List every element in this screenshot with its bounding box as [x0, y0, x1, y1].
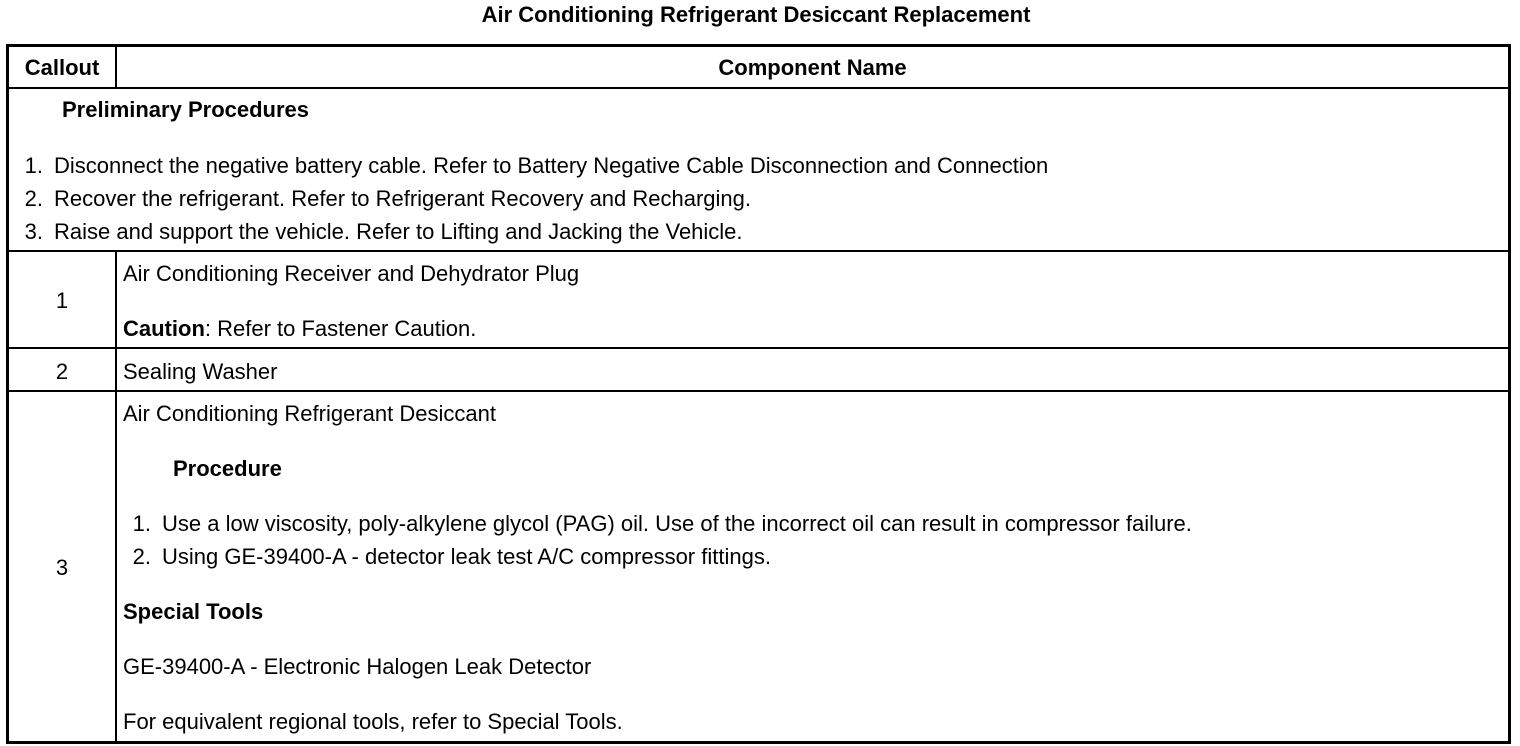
header-component-name: Component Name	[718, 55, 907, 80]
preliminary-step	[9, 153, 1048, 179]
header-divider	[9, 87, 1508, 89]
caution-note	[123, 316, 476, 342]
preliminary-step	[9, 186, 751, 212]
component-name-1: Air Conditioning Receiver and Dehydrator Plug	[123, 261, 580, 286]
step-number: 1.	[24, 153, 43, 178]
header-callout: Callout	[24, 55, 100, 80]
preliminary-step	[9, 219, 743, 245]
special-tools-heading: Special Tools	[123, 599, 264, 624]
preliminary-heading: Preliminary Procedures	[62, 97, 310, 122]
page-title: Air Conditioning Refrigerant Desiccant Replacement	[481, 2, 1031, 27]
procedure-step	[117, 544, 771, 570]
step-number: 1.	[132, 511, 151, 536]
step-text: Use a low viscosity, poly-alkylene glycol (PAG) oil. Use of the incorrect oil can result in compressor failure.	[162, 511, 1192, 536]
step-number: 2.	[132, 544, 151, 569]
caution-label: Caution	[123, 316, 205, 341]
callout-3: 3	[55, 555, 69, 580]
callout-2: 2	[55, 359, 69, 384]
row-divider-3	[9, 390, 1508, 392]
step-number: 3.	[24, 219, 43, 244]
component-table	[6, 44, 1511, 744]
step-number: 2.	[24, 186, 43, 211]
special-tool-item: GE-39400-A - Electronic Halogen Leak Detector	[123, 654, 592, 679]
caution-text: : Refer to Fastener Caution.	[204, 316, 477, 341]
callout-1: 1	[55, 288, 69, 313]
column-divider-body	[115, 250, 117, 741]
component-name-3: Air Conditioning Refrigerant Desiccant	[123, 401, 496, 426]
step-text: Raise and support the vehicle. Refer to Lifting and Jacking the Vehicle.	[54, 219, 743, 244]
row-divider-1	[9, 250, 1508, 252]
row-divider-2	[9, 347, 1508, 349]
step-text: Recover the refrigerant. Refer to Refrigerant Recovery and Recharging.	[54, 186, 752, 211]
regional-tools-note: For equivalent regional tools, refer to Special Tools.	[123, 709, 623, 734]
procedure-heading: Procedure	[173, 456, 282, 481]
component-name-2: Sealing Washer	[123, 359, 278, 384]
step-text: Using GE-39400-A - detector leak test A/C compressor fittings.	[162, 544, 771, 569]
step-text: Disconnect the negative battery cable. Refer to Battery Negative Cable Disconnection and Connection	[54, 153, 1049, 178]
procedure-step	[117, 511, 1192, 537]
